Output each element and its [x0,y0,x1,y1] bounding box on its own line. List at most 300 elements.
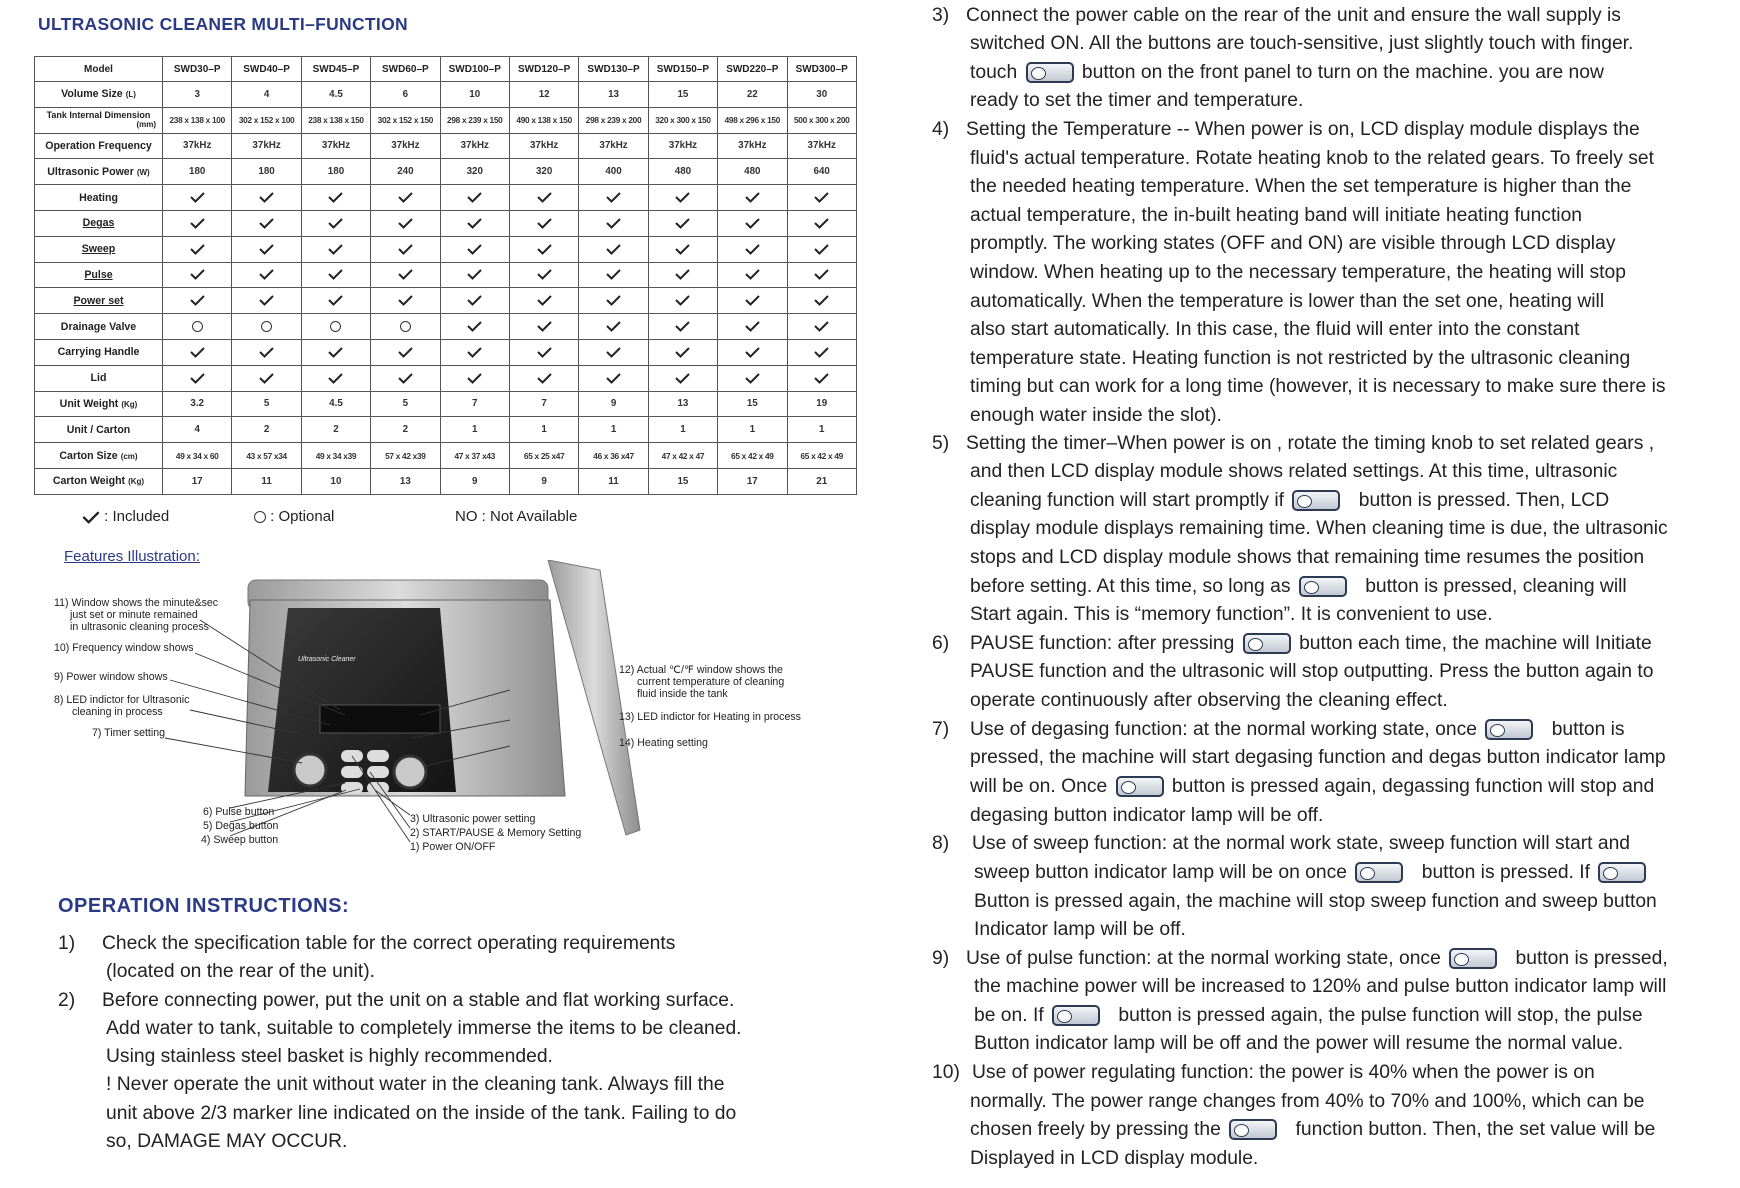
table-cell: 302 x 152 x 150 [371,107,440,133]
check-cell [579,210,648,236]
optional-icon [400,321,411,332]
check-icon [606,295,621,306]
check-icon [745,373,760,384]
check-icon [467,347,482,358]
table-header-model: SWD60–P [371,57,440,82]
check-icon [537,218,552,229]
row-header: Sweep [35,236,163,262]
callout-8: 8) LED indictor for Ultrasonic cleaning in process [54,694,190,718]
check-icon [675,373,690,384]
table-row [35,288,857,314]
table-cell: 13 [371,468,440,494]
table-cell: 12 [509,82,578,108]
callout-4: 4) Sweep button [201,834,279,846]
table-row [35,210,857,236]
check-icon [398,244,413,255]
check-cell [301,339,370,365]
check-cell [509,314,578,340]
check-icon [745,321,760,332]
check-icon [398,295,413,306]
check-cell [163,339,232,365]
table-cell: 37kHz [163,133,232,159]
callout-9: 9) Power window shows [54,671,168,683]
table-cell: 49 x 34 x39 [301,443,370,469]
table-header-model: SWD130–P [579,57,648,82]
check-cell [509,210,578,236]
check-cell [718,210,787,236]
legend-optional: : Optional [254,508,334,525]
table-cell: 298 x 239 x 150 [440,107,509,133]
table-cell: 37kHz [232,133,301,159]
table-cell: 65 x 42 x 49 [787,443,856,469]
check-cell [787,339,856,365]
check-cell [648,365,717,391]
table-cell: 180 [232,159,301,185]
check-cell [371,185,440,211]
check-icon [606,218,621,229]
check-cell [371,365,440,391]
page-title: ULTRASONIC CLEANER MULTI–FUNCTION [38,14,408,34]
panel-button [367,750,389,762]
sweep-button-icon [1598,862,1646,883]
check-cell [718,236,787,262]
check-cell [163,236,232,262]
table-header-model: SWD150–P [648,57,717,82]
check-cell [232,210,301,236]
check-cell [787,365,856,391]
check-cell [440,288,509,314]
check-icon [398,218,413,229]
check-cell [579,185,648,211]
table-cell: 1 [648,417,717,443]
table-row [35,262,857,288]
row-header: Carton Weight (Kg) [35,468,163,494]
table-cell: 2 [232,417,301,443]
row-header: Unit Weight (Kg) [35,391,163,417]
pulse-button-icon [1052,1005,1100,1026]
table-cell: 498 x 296 x 150 [718,107,787,133]
table-cell: 5 [371,391,440,417]
row-header: Pulse [35,262,163,288]
row-header: Unit / Carton [35,417,163,443]
optional-icon [261,321,272,332]
table-cell: 9 [509,468,578,494]
table-row [35,391,857,417]
optional-cell [163,314,232,340]
check-icon [328,218,343,229]
callout-14: 14) Heating setting [619,737,708,749]
check-icon [606,321,621,332]
table-cell: 13 [648,391,717,417]
features-diagram [40,560,840,880]
check-cell [440,185,509,211]
row-header: Degas [35,210,163,236]
table-cell: 37kHz [718,133,787,159]
check-cell [232,288,301,314]
check-cell [440,262,509,288]
callout-13: 13) LED indictor for Heating in process [619,711,801,723]
table-cell: 2 [301,417,370,443]
table-cell: 37kHz [579,133,648,159]
check-icon [675,321,690,332]
check-icon [467,244,482,255]
table-cell: 17 [163,468,232,494]
check-icon [190,192,205,203]
row-header: Drainage Valve [35,314,163,340]
callout-1: 1) Power ON/OFF [410,841,496,853]
check-cell [579,236,648,262]
play-pause-button-icon [1299,576,1347,597]
table-cell: 240 [371,159,440,185]
check-icon [537,192,552,203]
table-row [35,339,857,365]
check-icon [537,295,552,306]
check-cell [163,365,232,391]
check-cell [648,314,717,340]
check-icon [675,347,690,358]
table-cell: 15 [648,82,717,108]
table-cell: 302 x 152 x 100 [232,107,301,133]
table-header-model-label: Model [35,57,163,82]
table-cell: 3 [163,82,232,108]
table-cell: 47 x 42 x 47 [648,443,717,469]
check-cell [301,288,370,314]
check-cell [301,262,370,288]
check-icon [537,244,552,255]
table-row [35,365,857,391]
check-icon [745,218,760,229]
check-icon [745,295,760,306]
check-icon [259,244,274,255]
table-body [35,82,857,495]
check-icon [82,511,100,524]
table-cell: 30 [787,82,856,108]
table-cell: 4.5 [301,391,370,417]
table-cell: 320 [509,159,578,185]
table-cell: 37kHz [648,133,717,159]
check-cell [648,236,717,262]
check-cell [648,288,717,314]
check-icon [745,192,760,203]
table-cell: 11 [232,468,301,494]
check-icon [190,295,205,306]
row-header: Tank Internal Dimension (mm) [35,107,163,133]
check-icon [398,373,413,384]
table-cell: 37kHz [787,133,856,159]
optional-cell [301,314,370,340]
check-cell [579,262,648,288]
check-icon [537,269,552,280]
callout-10: 10) Frequency window shows [54,642,194,654]
check-icon [398,347,413,358]
table-cell: 37kHz [371,133,440,159]
callout-7: 7) Timer setting [92,727,166,739]
check-icon [328,347,343,358]
check-icon [398,269,413,280]
check-cell [648,339,717,365]
check-icon [675,295,690,306]
check-cell [509,288,578,314]
table-cell: 238 x 138 x 150 [301,107,370,133]
check-cell [579,288,648,314]
check-cell [163,262,232,288]
check-cell [787,288,856,314]
table-cell: 490 x 138 x 150 [509,107,578,133]
callout-11: 11) Window shows the minute&sec just set or minute remained in ultrasonic cleaning process [54,597,219,633]
table-cell: 180 [301,159,370,185]
check-icon [814,295,829,306]
table-cell: 480 [718,159,787,185]
check-cell [509,262,578,288]
table-cell: 15 [718,391,787,417]
row-header: Volume Size (L) [35,82,163,108]
table-cell: 4 [163,417,232,443]
table-cell: 10 [440,82,509,108]
table-row [35,236,857,262]
check-cell [440,210,509,236]
check-icon [537,321,552,332]
operation-title: OPERATION INSTRUCTIONS: [58,895,350,917]
table-cell: 1 [440,417,509,443]
table-cell: 13 [579,82,648,108]
table-cell: 65 x 42 x 49 [718,443,787,469]
table-cell: 65 x 25 x47 [509,443,578,469]
check-icon [606,269,621,280]
features-title: Features Illustration: [64,548,200,565]
table-cell: 57 x 42 x39 [371,443,440,469]
check-cell [787,314,856,340]
check-cell [232,262,301,288]
check-icon [190,244,205,255]
table-cell: 37kHz [301,133,370,159]
table-cell: 4.5 [301,82,370,108]
check-cell [371,288,440,314]
table-header-model: SWD300–P [787,57,856,82]
check-icon [814,218,829,229]
table-row [35,314,857,340]
row-header: Carrying Handle [35,339,163,365]
row-header: Power set [35,288,163,314]
check-cell [579,314,648,340]
check-icon [814,321,829,332]
panel-button [341,782,363,794]
check-icon [814,244,829,255]
table-cell: 9 [579,391,648,417]
table-row [35,417,857,443]
sweep-button-icon [1355,862,1403,883]
check-icon [606,192,621,203]
check-cell [718,314,787,340]
spec-table [34,56,857,495]
check-icon [259,295,274,306]
check-cell [787,210,856,236]
table-cell: 7 [509,391,578,417]
check-icon [814,373,829,384]
row-header: Ultrasonic Power (W) [35,159,163,185]
check-cell [648,210,717,236]
table-header-row [35,57,857,82]
table-cell: 11 [579,468,648,494]
optional-icon [192,321,203,332]
callout-6: 6) Pulse button [203,806,275,818]
table-cell: 46 x 36 x47 [579,443,648,469]
callout-12: 12) Actual ℃/℉ window shows the current temperature of cleaning fluid inside the tank [619,664,785,700]
pulse-button-icon [1449,948,1497,969]
check-cell [371,210,440,236]
timer-knob [294,754,326,786]
check-icon [606,244,621,255]
check-cell [509,236,578,262]
check-icon [814,269,829,280]
optional-cell [371,314,440,340]
table-cell: 480 [648,159,717,185]
check-icon [190,347,205,358]
table-row [35,468,857,494]
check-cell [440,236,509,262]
table-cell: 640 [787,159,856,185]
table-cell: 6 [371,82,440,108]
check-cell [301,365,370,391]
table-cell: 1 [579,417,648,443]
legend-not-available: NO : Not Available [455,508,578,525]
check-cell [232,339,301,365]
table-cell: 17 [718,468,787,494]
callout-5: 5) Degas button [203,820,279,832]
onoff-button-icon [1026,62,1074,83]
table-cell: 1 [718,417,787,443]
check-icon [745,244,760,255]
row-header: Heating [35,185,163,211]
optional-icon [330,321,341,332]
check-cell [440,365,509,391]
check-cell [509,185,578,211]
table-cell: 320 x 300 x 150 [648,107,717,133]
table-cell: 400 [579,159,648,185]
check-cell [440,339,509,365]
check-cell [301,185,370,211]
check-cell [648,185,717,211]
check-icon [259,347,274,358]
table-cell: 21 [787,468,856,494]
table-cell: 22 [718,82,787,108]
check-icon [814,347,829,358]
check-icon [467,295,482,306]
power-button-icon [1229,1119,1277,1140]
callout-2: 2) START/PAUSE & Memory Setting [410,827,582,839]
table-header-model: SWD45–P [301,57,370,82]
table-header-model: SWD40–P [232,57,301,82]
check-icon [467,269,482,280]
table-cell: 298 x 239 x 200 [579,107,648,133]
row-header: Lid [35,365,163,391]
check-icon [537,373,552,384]
check-icon [259,269,274,280]
table-cell: 37kHz [440,133,509,159]
check-icon [190,373,205,384]
check-cell [718,185,787,211]
check-icon [259,192,274,203]
table-cell: 47 x 37 x43 [440,443,509,469]
check-cell [371,236,440,262]
table-cell: 10 [301,468,370,494]
check-cell [301,236,370,262]
check-icon [675,244,690,255]
check-icon [328,269,343,280]
check-cell [718,339,787,365]
check-cell [232,185,301,211]
check-cell [787,185,856,211]
check-icon [467,373,482,384]
optional-icon [254,511,266,523]
check-icon [259,218,274,229]
check-cell [509,365,578,391]
check-icon [675,269,690,280]
table-cell: 4 [232,82,301,108]
check-cell [232,365,301,391]
check-icon [814,192,829,203]
table-row [35,443,857,469]
table-cell: 15 [648,468,717,494]
callout-3: 3) Ultrasonic power setting [410,813,536,825]
check-icon [328,295,343,306]
table-cell: 9 [440,468,509,494]
check-cell [787,236,856,262]
check-cell [232,236,301,262]
check-cell [163,288,232,314]
check-icon [606,347,621,358]
check-cell [579,365,648,391]
check-icon [745,269,760,280]
check-cell [787,262,856,288]
table-cell: 37kHz [509,133,578,159]
check-icon [190,269,205,280]
table-cell: 43 x 57 x34 [232,443,301,469]
table-header-model: SWD120–P [509,57,578,82]
check-cell [718,262,787,288]
check-cell [718,288,787,314]
check-icon [675,192,690,203]
check-icon [467,321,482,332]
check-icon [467,192,482,203]
check-cell [301,210,370,236]
check-icon [606,373,621,384]
check-cell [371,262,440,288]
play-pause-button-icon [1243,633,1291,654]
check-icon [328,373,343,384]
table-cell: 1 [787,417,856,443]
check-icon [328,192,343,203]
check-cell [648,262,717,288]
check-icon [398,192,413,203]
row-header: Operation Frequency [35,133,163,159]
device-label: Ultrasonic Cleaner [298,656,356,663]
degas-button-icon [1116,776,1164,797]
table-header-model: SWD100–P [440,57,509,82]
check-cell [509,339,578,365]
table-cell: 3.2 [163,391,232,417]
check-icon [259,373,274,384]
check-cell [163,210,232,236]
row-header: Carton Size (cm) [35,443,163,469]
table-cell: 5 [232,391,301,417]
table-cell: 49 x 34 x 60 [163,443,232,469]
table-header-model: SWD30–P [163,57,232,82]
check-icon [190,218,205,229]
table-cell: 2 [371,417,440,443]
check-cell [579,339,648,365]
check-icon [675,218,690,229]
optional-cell [232,314,301,340]
